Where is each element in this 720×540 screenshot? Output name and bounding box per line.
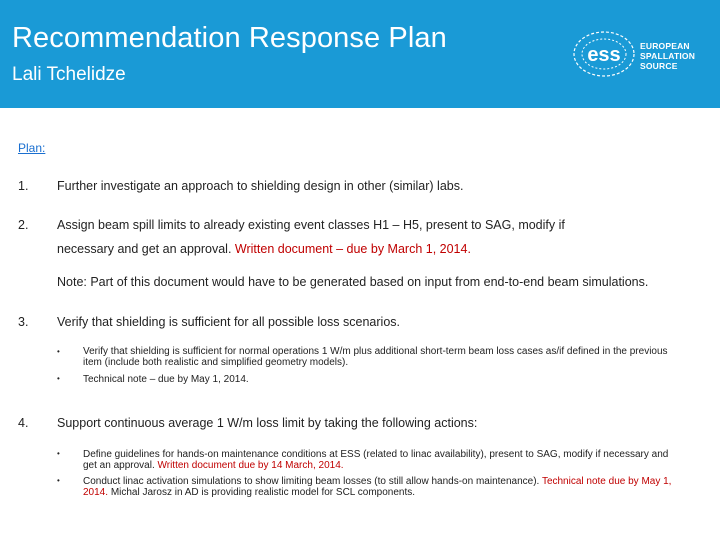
ess-logo-icon: [572, 28, 636, 80]
header-banner: [0, 0, 720, 108]
sub-bullet-item: [83, 476, 683, 498]
item-number: 2.: [18, 218, 29, 232]
sub-bullet-text: Conduct linac activation simulations to show limiting beam losses (to still allow hands-on maintenance).: [83, 476, 540, 487]
item-note: Note: Part of this document would have to be generated based on input from end-to-end beam simulations.: [57, 275, 649, 289]
deadline-text: Technical note – due by May 1, 2014.: [83, 374, 249, 385]
item-text: Verify that shielding is sufficient for all possible loss scenarios.: [57, 315, 400, 329]
sub-bullet-tail: Michal Jarosz in AD is providing realistic model for SCL components.: [110, 487, 416, 498]
item-text: Support continuous average 1 W/m loss limit by taking the following actions:: [57, 416, 478, 430]
item-number: 1.: [18, 179, 29, 193]
item-number: 4.: [18, 416, 29, 430]
slide-subtitle: Lali Tchelidze: [12, 64, 126, 85]
deadline-text: Technical note due by May 1, 2014.: [83, 476, 672, 498]
item-text: Assign beam spill limits to already existing event classes H1 – H5, present to SAG, modify if: [57, 218, 565, 232]
bullet-icon: •: [57, 347, 60, 356]
item-text: Further investigate an approach to shielding design in other (similar) labs.: [57, 179, 464, 193]
logo-line: SOURCE: [640, 61, 678, 71]
sub-bullet-item: [83, 449, 683, 471]
sub-bullet-text: Define guidelines for hands-on maintenance conditions at ESS (related to linac availability), present to SAG, modify if necessary and get an approval.: [83, 449, 669, 471]
item-text-part: necessary and get an approval.: [57, 242, 232, 256]
bullet-icon: •: [57, 476, 60, 485]
slide-title: Recommendation Response Plan: [12, 22, 447, 54]
item-text-continued: [57, 242, 471, 256]
sub-bullet-text: Verify that shielding is sufficient for normal operations 1 W/m plus additional short-term beam loss cases as/if defined in the previous item (include both realistic and simplified geometry models).: [83, 346, 668, 368]
item-number: 3.: [18, 315, 29, 329]
ess-logo: [572, 28, 712, 80]
logo-line: EUROPEAN: [640, 41, 690, 51]
plan-heading: Plan:: [18, 141, 46, 155]
bullet-icon: •: [57, 449, 60, 458]
logo-mark-text: ess: [587, 44, 621, 66]
logo-line: SPALLATION: [640, 51, 696, 61]
deadline-text: Written document due by 14 March, 2014.: [157, 460, 344, 471]
logo-wordmark: [640, 41, 695, 71]
deadline-text: Written document – due by March 1, 2014.: [234, 242, 471, 256]
bullet-icon: •: [57, 374, 60, 383]
